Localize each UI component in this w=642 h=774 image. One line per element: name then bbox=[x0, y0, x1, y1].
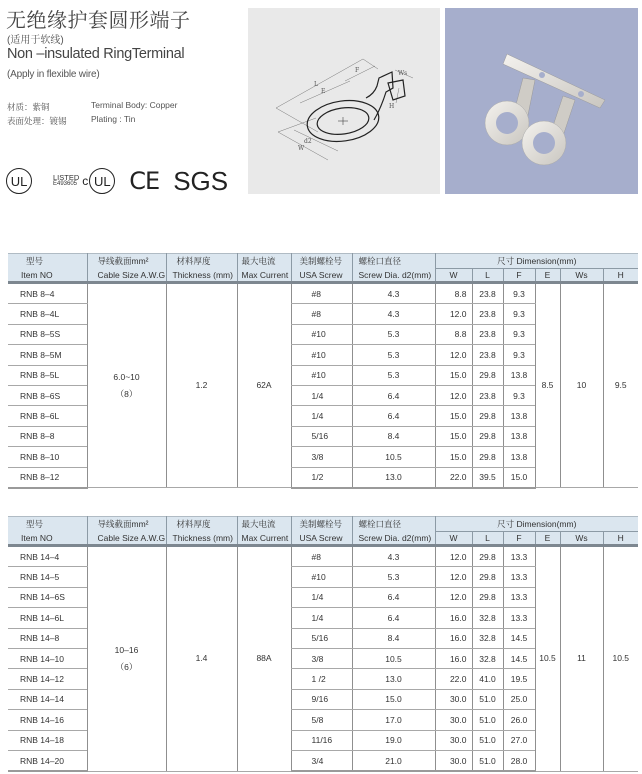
cell-dim-w: 12.0 bbox=[435, 546, 472, 567]
cell-screw-dia: 19.0 bbox=[352, 730, 435, 750]
cell-usa-screw: 1/2 bbox=[291, 467, 352, 488]
ce-logo: CE bbox=[129, 167, 160, 195]
cul-logo-text: UL bbox=[93, 173, 111, 189]
cell-dim-l: 29.8 bbox=[472, 546, 503, 567]
cell-dim-w: 30.0 bbox=[435, 710, 472, 730]
cell-dim-e: 10.5 bbox=[535, 546, 560, 772]
cell-usa-screw: 11/16 bbox=[291, 730, 352, 750]
cell-dim-f: 27.0 bbox=[503, 730, 535, 750]
cell-screw-dia: 5.3 bbox=[352, 567, 435, 587]
cell-usa-screw: 9/16 bbox=[291, 689, 352, 709]
cell-dim-f: 9.3 bbox=[503, 385, 535, 405]
cell-thickness: 1.2 bbox=[166, 283, 237, 488]
cell-screw-dia: 17.0 bbox=[352, 710, 435, 730]
cell-dim-f: 14.5 bbox=[503, 628, 535, 648]
sgs-logo: SGS bbox=[173, 165, 229, 196]
cell-screw-dia: 4.3 bbox=[352, 546, 435, 567]
strip-hole bbox=[539, 72, 545, 78]
listed-number: E493605 bbox=[53, 181, 78, 187]
material-en: Terminal Body: Copper bbox=[91, 100, 178, 110]
cell-item-no: RNB 14–8 bbox=[8, 628, 87, 648]
material-cn: 材质：紫铜 bbox=[7, 102, 50, 112]
cell-dim-l: 29.8 bbox=[472, 567, 503, 587]
cell-item-no: RNB 8–5S bbox=[8, 324, 87, 344]
dim-line-H bbox=[396, 88, 399, 103]
spec-table-2 bbox=[8, 516, 638, 772]
cell-screw-dia: 8.4 bbox=[352, 426, 435, 446]
dim-label-F: F bbox=[355, 67, 360, 74]
cell-dim-w: 15.0 bbox=[435, 447, 472, 467]
header-dim-e: E bbox=[535, 532, 560, 546]
cell-item-no: RNB 8–8 bbox=[8, 426, 87, 446]
cell-dim-w: 12.0 bbox=[435, 587, 472, 607]
header-dim-h: H bbox=[603, 269, 638, 283]
cell-max-current: 88A bbox=[237, 546, 291, 772]
cell-dim-w: 22.0 bbox=[435, 467, 472, 488]
cell-dim-f: 13.3 bbox=[503, 587, 535, 607]
cell-dim-l: 29.8 bbox=[472, 426, 503, 446]
header-cable-cn: 导线截面mm² bbox=[87, 254, 166, 269]
header-dimension: 尺寸 Dimension(mm) bbox=[435, 517, 638, 532]
cell-dim-w: 8.8 bbox=[435, 324, 472, 344]
cell-dim-w: 15.0 bbox=[435, 426, 472, 446]
cell-usa-screw: 3/4 bbox=[291, 750, 352, 771]
cell-screw-dia: 10.5 bbox=[352, 648, 435, 668]
cell-dim-f: 15.0 bbox=[503, 467, 535, 488]
header-screw-en: USA Screw bbox=[291, 269, 352, 283]
cell-dim-w: 12.0 bbox=[435, 345, 472, 365]
cell-usa-screw: #8 bbox=[291, 546, 352, 567]
cell-dim-f: 25.0 bbox=[503, 689, 535, 709]
cell-dim-l: 23.8 bbox=[472, 345, 503, 365]
cell-usa-screw: 1/4 bbox=[291, 608, 352, 628]
cell-dim-l: 23.8 bbox=[472, 283, 503, 304]
cell-dim-w: 15.0 bbox=[435, 406, 472, 426]
terminal-drawing bbox=[248, 8, 440, 194]
cell-dim-f: 9.3 bbox=[503, 283, 535, 304]
dim-label-d2: d2 bbox=[304, 138, 312, 145]
cell-dim-l: 29.8 bbox=[472, 587, 503, 607]
cell-screw-dia: 6.4 bbox=[352, 406, 435, 426]
ul-logo bbox=[6, 168, 32, 194]
cell-usa-screw: #10 bbox=[291, 324, 352, 344]
header-dim-w: W bbox=[435, 269, 472, 283]
cell-item-no: RNB 8–6L bbox=[8, 406, 87, 426]
cell-item-no: RNB 14–16 bbox=[8, 710, 87, 730]
terminal-neck bbox=[366, 72, 393, 120]
cell-screw-dia: 5.3 bbox=[352, 345, 435, 365]
cell-cable-size bbox=[87, 546, 166, 772]
cell-item-no: RNB 14–10 bbox=[8, 648, 87, 668]
header-current-cn: 最大电流 bbox=[237, 517, 291, 532]
header-cable-en: Cable Size A.W.G bbox=[87, 532, 166, 546]
cell-usa-screw: #8 bbox=[291, 304, 352, 324]
cell-dim-f: 26.0 bbox=[503, 710, 535, 730]
cell-usa-screw: 5/8 bbox=[291, 710, 352, 730]
ul-listed-label bbox=[53, 174, 79, 188]
cell-usa-screw: 1/4 bbox=[291, 406, 352, 426]
plating-en: Plating : Tin bbox=[91, 114, 136, 124]
cell-usa-screw: 5/16 bbox=[291, 628, 352, 648]
header-thickness-cn: 材料厚度 bbox=[166, 254, 237, 269]
cell-usa-screw: #10 bbox=[291, 365, 352, 385]
header-thickness-cn: 材料厚度 bbox=[166, 517, 237, 532]
header-dim-f: F bbox=[503, 532, 535, 546]
cell-dim-w: 16.0 bbox=[435, 648, 472, 668]
header-thickness-en: Thickness (mm) bbox=[166, 269, 237, 283]
header-dim-w: W bbox=[435, 532, 472, 546]
header-item-cn: 型号 bbox=[8, 254, 87, 269]
cell-item-no: RNB 14–6L bbox=[8, 608, 87, 628]
dim-label-W: W bbox=[298, 145, 305, 152]
cell-item-no: RNB 14–5 bbox=[8, 567, 87, 587]
cell-dim-f: 13.3 bbox=[503, 608, 535, 628]
cell-usa-screw: 3/8 bbox=[291, 648, 352, 668]
cell-item-no: RNB 8–4L bbox=[8, 304, 87, 324]
cell-item-no: RNB 14–4 bbox=[8, 546, 87, 567]
cell-usa-screw: 3/8 bbox=[291, 447, 352, 467]
dim-label-E: E bbox=[321, 88, 326, 95]
cell-screw-dia: 6.4 bbox=[352, 587, 435, 607]
cell-dim-f: 13.8 bbox=[503, 365, 535, 385]
cell-dim-l: 51.0 bbox=[472, 730, 503, 750]
table-row bbox=[8, 283, 638, 304]
cell-item-no: RNB 8–6S bbox=[8, 385, 87, 405]
cell-dim-l: 29.8 bbox=[472, 406, 503, 426]
cell-dim-w: 15.0 bbox=[435, 365, 472, 385]
cell-screw-dia: 13.0 bbox=[352, 669, 435, 689]
header-dim-l: L bbox=[472, 532, 503, 546]
cell-usa-screw: 1/4 bbox=[291, 385, 352, 405]
dim-label-L: L bbox=[314, 81, 318, 88]
header-item-cn: 型号 bbox=[8, 517, 87, 532]
cell-dim-w: 12.0 bbox=[435, 567, 472, 587]
table-row bbox=[8, 546, 638, 567]
header-screw-cn: 美制螺栓号 bbox=[291, 517, 352, 532]
cell-dim-f: 13.8 bbox=[503, 447, 535, 467]
cell-dim-w: 16.0 bbox=[435, 608, 472, 628]
subtitle-en: (Apply in flexible wire) bbox=[7, 69, 100, 80]
cell-item-no: RNB 14–6S bbox=[8, 587, 87, 607]
cell-dim-l: 32.8 bbox=[472, 628, 503, 648]
cell-usa-screw: #8 bbox=[291, 283, 352, 304]
ul-logo-text: UL bbox=[10, 173, 28, 189]
terminal-barrel bbox=[388, 80, 405, 100]
cell-dim-f: 9.3 bbox=[503, 324, 535, 344]
cell-screw-dia: 4.3 bbox=[352, 283, 435, 304]
cell-usa-screw: #10 bbox=[291, 345, 352, 365]
cell-dim-w: 12.0 bbox=[435, 385, 472, 405]
cell-dim-w: 30.0 bbox=[435, 689, 472, 709]
cul-logo bbox=[89, 168, 115, 194]
header-dia-en: Screw Dia. d2(mm) bbox=[352, 269, 435, 283]
cell-item-no: RNB 14–20 bbox=[8, 750, 87, 771]
header-screw-cn: 美制螺栓号 bbox=[291, 254, 352, 269]
cell-thickness: 1.4 bbox=[166, 546, 237, 772]
header-cable-cn: 导线截面mm² bbox=[87, 517, 166, 532]
plating-cn: 表面处理：镀锡 bbox=[7, 116, 67, 126]
header-dim-l: L bbox=[472, 269, 503, 283]
cell-dim-f: 13.8 bbox=[503, 426, 535, 446]
awg-value: （8） bbox=[115, 388, 138, 399]
header-dia-cn: 螺栓口直径 bbox=[352, 517, 435, 532]
cell-dim-f: 13.8 bbox=[503, 406, 535, 426]
cell-dim-l: 29.8 bbox=[472, 447, 503, 467]
dim-label-Ws: Ws bbox=[398, 70, 408, 77]
cell-cable-size bbox=[87, 283, 166, 488]
certification-logos bbox=[6, 166, 228, 196]
cell-item-no: RNB 8–10 bbox=[8, 447, 87, 467]
cable-size-value: 6.0~10 bbox=[113, 371, 140, 382]
cell-screw-dia: 4.3 bbox=[352, 304, 435, 324]
cell-screw-dia: 6.4 bbox=[352, 385, 435, 405]
header-dim-ws: Ws bbox=[560, 269, 603, 283]
cell-screw-dia: 5.3 bbox=[352, 324, 435, 344]
header-screw-en: USA Screw bbox=[291, 532, 352, 546]
header-thickness-en: Thickness (mm) bbox=[166, 532, 237, 546]
header-dia-en: Screw Dia. d2(mm) bbox=[352, 532, 435, 546]
cell-dim-f: 13.3 bbox=[503, 567, 535, 587]
listed-text: LISTED bbox=[53, 173, 80, 182]
page-title-cn: 无绝缘护套圆形端子 bbox=[6, 10, 191, 32]
cell-dim-l: 39.5 bbox=[472, 467, 503, 488]
cell-item-no: RNB 14–18 bbox=[8, 730, 87, 750]
cell-dim-w: 16.0 bbox=[435, 628, 472, 648]
cell-dim-l: 32.8 bbox=[472, 608, 503, 628]
header-dia-cn: 螺栓口直径 bbox=[352, 254, 435, 269]
cell-dim-l: 32.8 bbox=[472, 648, 503, 668]
cell-item-no: RNB 8–5L bbox=[8, 365, 87, 385]
header-dim-h: H bbox=[603, 532, 638, 546]
header-item-en: Item NO bbox=[8, 269, 87, 283]
header-current-en: Max Current bbox=[237, 532, 291, 546]
cell-dim-w: 8.8 bbox=[435, 283, 472, 304]
cell-dim-f: 9.3 bbox=[503, 304, 535, 324]
cell-dim-f: 9.3 bbox=[503, 345, 535, 365]
cable-size-value: 10–16 bbox=[114, 644, 139, 655]
cell-screw-dia: 10.5 bbox=[352, 447, 435, 467]
cell-item-no: RNB 8–12 bbox=[8, 467, 87, 488]
cell-screw-dia: 5.3 bbox=[352, 365, 435, 385]
cell-dim-l: 23.8 bbox=[472, 324, 503, 344]
cell-item-no: RNB 14–12 bbox=[8, 669, 87, 689]
cell-dim-l: 51.0 bbox=[472, 710, 503, 730]
cell-screw-dia: 15.0 bbox=[352, 689, 435, 709]
cell-dim-w: 30.0 bbox=[435, 750, 472, 771]
spec-table-1 bbox=[8, 253, 638, 489]
cell-dim-h: 10.5 bbox=[603, 546, 638, 772]
cell-dim-h: 9.5 bbox=[603, 283, 638, 488]
cell-screw-dia: 6.4 bbox=[352, 608, 435, 628]
cell-dim-l: 23.8 bbox=[472, 385, 503, 405]
header-current-cn: 最大电流 bbox=[237, 254, 291, 269]
dim-label-H: H bbox=[389, 103, 395, 110]
cell-dim-l: 51.0 bbox=[472, 750, 503, 771]
product-photo bbox=[445, 8, 638, 194]
header-dim-ws: Ws bbox=[560, 532, 603, 546]
cell-usa-screw: 1 /2 bbox=[291, 669, 352, 689]
cell-screw-dia: 8.4 bbox=[352, 628, 435, 648]
cell-dim-l: 41.0 bbox=[472, 669, 503, 689]
header-current-en: Max Current bbox=[237, 269, 291, 283]
cell-screw-dia: 13.0 bbox=[352, 467, 435, 488]
cell-screw-dia: 21.0 bbox=[352, 750, 435, 771]
ring-terminals-photo bbox=[445, 8, 638, 194]
cell-dim-w: 30.0 bbox=[435, 730, 472, 750]
cell-usa-screw: #10 bbox=[291, 567, 352, 587]
page-title-en: Non –insulated RingTerminal bbox=[7, 46, 185, 62]
awg-value: （6） bbox=[115, 661, 138, 672]
header-dim-e: E bbox=[535, 269, 560, 283]
cell-item-no: RNB 8–5M bbox=[8, 345, 87, 365]
cell-item-no: RNB 8–4 bbox=[8, 283, 87, 304]
cell-usa-screw: 1/4 bbox=[291, 587, 352, 607]
cell-dim-l: 23.8 bbox=[472, 304, 503, 324]
cell-dim-l: 51.0 bbox=[472, 689, 503, 709]
header-dimension: 尺寸 Dimension(mm) bbox=[435, 254, 638, 269]
cul-c-prefix: c bbox=[82, 174, 89, 188]
cell-dim-ws: 11 bbox=[560, 546, 603, 772]
header-item-en: Item NO bbox=[8, 532, 87, 546]
dim-line-F bbox=[345, 66, 375, 81]
header-cable-en: Cable Size A.W.G bbox=[87, 269, 166, 283]
cell-dim-f: 28.0 bbox=[503, 750, 535, 771]
ring-terminal-diagram bbox=[248, 8, 440, 194]
cell-dim-f: 19.5 bbox=[503, 669, 535, 689]
cell-usa-screw: 5/16 bbox=[291, 426, 352, 446]
cell-dim-w: 12.0 bbox=[435, 304, 472, 324]
cell-item-no: RNB 14–14 bbox=[8, 689, 87, 709]
cell-dim-e: 8.5 bbox=[535, 283, 560, 488]
header-dim-f: F bbox=[503, 269, 535, 283]
cell-max-current: 62A bbox=[237, 283, 291, 488]
cell-dim-ws: 10 bbox=[560, 283, 603, 488]
cell-dim-f: 13.3 bbox=[503, 546, 535, 567]
cell-dim-l: 29.8 bbox=[472, 365, 503, 385]
cell-dim-w: 22.0 bbox=[435, 669, 472, 689]
subtitle-cn: (适用于软线) bbox=[7, 35, 64, 46]
cell-dim-f: 14.5 bbox=[503, 648, 535, 668]
